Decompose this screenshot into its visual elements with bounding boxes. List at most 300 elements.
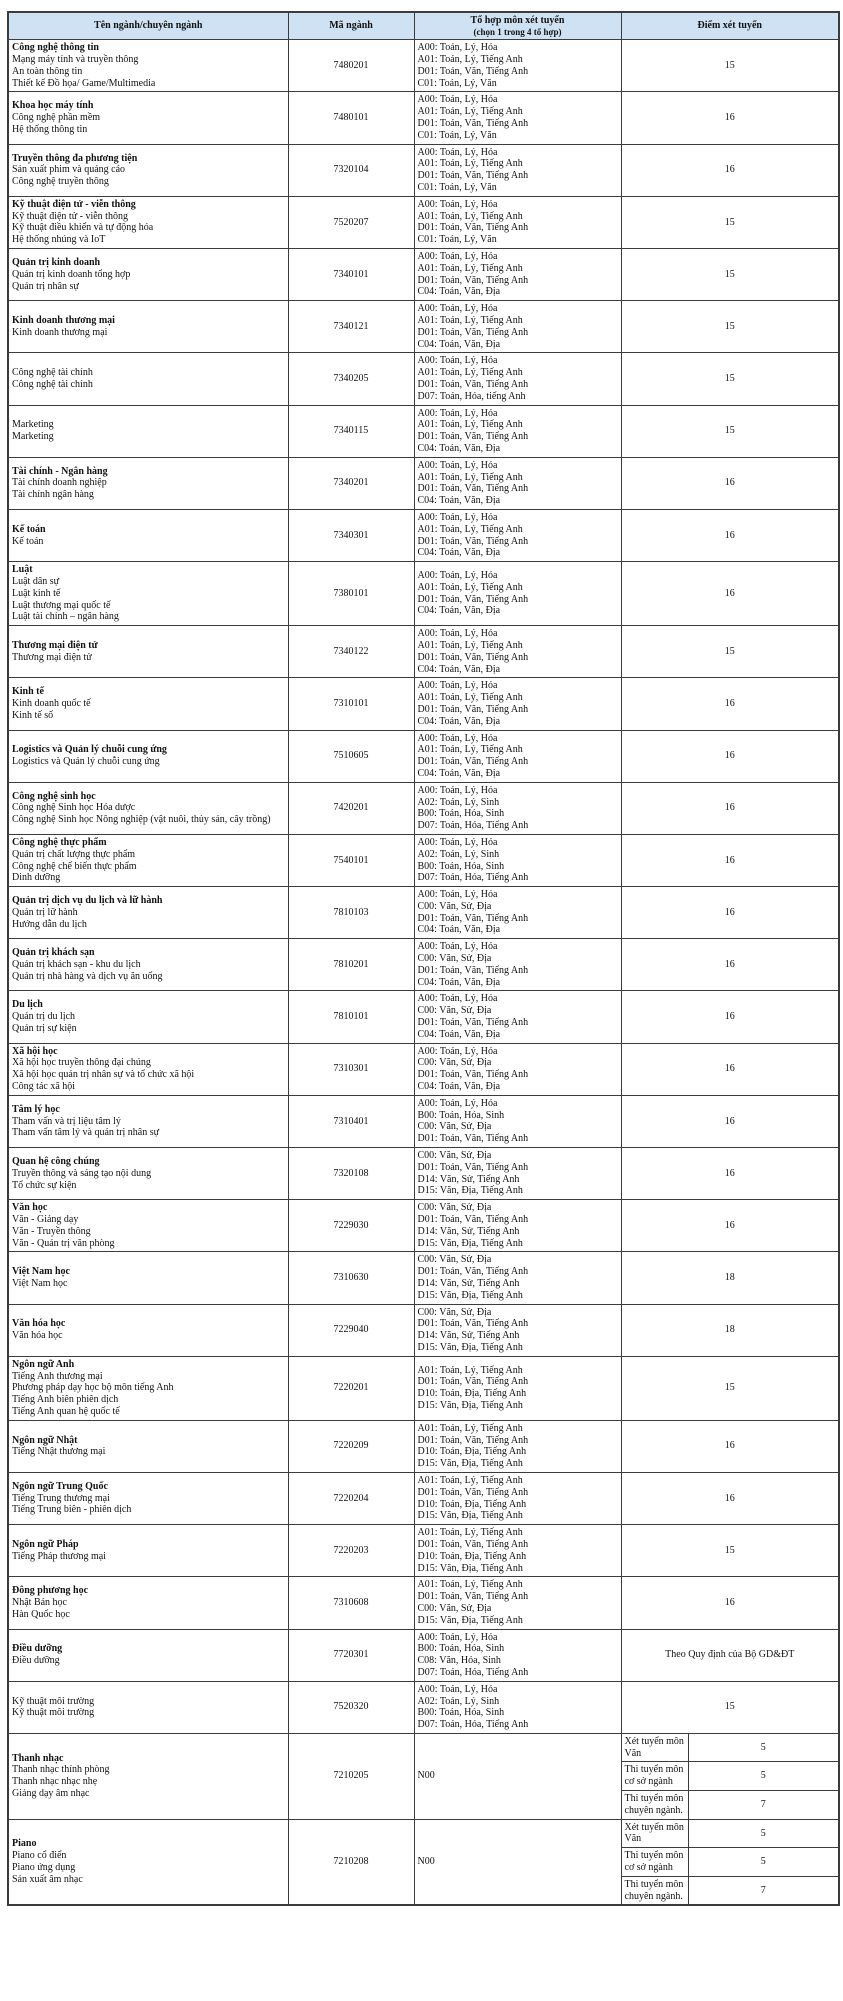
table-row bbox=[8, 1356, 839, 1420]
major-subline: Công nghệ truyền thông bbox=[12, 176, 109, 188]
score-cell: 15 bbox=[621, 1525, 839, 1577]
combo-line: D07: Toán, Hóa, Tiếng Anh bbox=[417, 820, 529, 832]
combos-cell bbox=[414, 1095, 621, 1147]
major-cell bbox=[8, 1577, 288, 1629]
combo-line: D01: Toán, Văn, Tiếng Anh bbox=[417, 1376, 529, 1388]
combo-line: A02: Toán, Lý, Sinh bbox=[417, 848, 500, 860]
score-cell: 16 bbox=[621, 1148, 839, 1200]
major-cell bbox=[8, 1472, 288, 1524]
major-subline: Kinh doanh quốc tế bbox=[12, 698, 91, 710]
combo-line: A00: Toán, Lý, Hóa bbox=[417, 1631, 498, 1643]
score-cell: 18 bbox=[621, 1252, 839, 1304]
table-header bbox=[8, 12, 839, 40]
combo-line: C04: Toán, Văn, Địa bbox=[417, 1028, 501, 1040]
major-subline: Tài chính doanh nghiệp bbox=[12, 477, 107, 489]
major-title: Công nghệ thực phẩm bbox=[12, 836, 107, 848]
header-score: Điểm xét tuyển bbox=[621, 12, 839, 40]
combos-cell bbox=[414, 1629, 621, 1681]
combo-line: C00: Văn, Sử, Địa bbox=[417, 1057, 492, 1069]
table-row bbox=[8, 405, 839, 457]
combo-line: D14: Văn, Sử, Tiếng Anh bbox=[417, 1173, 520, 1185]
combo-line: A00: Toán, Lý, Hóa bbox=[417, 680, 498, 692]
table-row bbox=[8, 562, 839, 626]
combo-line: C01: Toán, Lý, Văn bbox=[417, 234, 497, 246]
score-cell: 15 bbox=[621, 40, 839, 92]
major-subline: Văn - Giảng dạy bbox=[12, 1214, 79, 1226]
major-title: Kinh tế bbox=[12, 686, 44, 698]
combos-cell bbox=[414, 405, 621, 457]
code-cell: 7340301 bbox=[288, 509, 414, 561]
header-combos-title: Tổ hợp môn xét tuyển bbox=[470, 15, 565, 26]
score-cell: 16 bbox=[621, 144, 839, 196]
table-row bbox=[8, 353, 839, 405]
score-cell: 15 bbox=[621, 301, 839, 353]
major-title: Công nghệ sinh học bbox=[12, 790, 96, 802]
major-title: Du lịch bbox=[12, 999, 43, 1011]
major-subline: Hệ thống thông tin bbox=[12, 123, 88, 135]
combos-cell bbox=[414, 301, 621, 353]
major-title: Marketing bbox=[12, 419, 54, 431]
major-cell bbox=[8, 1043, 288, 1095]
score-cell: 16 bbox=[621, 1043, 839, 1095]
combo-line: D10: Toán, Địa, Tiếng Anh bbox=[417, 1550, 527, 1562]
combo-line: A00: Toán, Lý, Hóa bbox=[417, 993, 498, 1005]
combos-cell bbox=[414, 144, 621, 196]
major-subline: Kinh tế số bbox=[12, 709, 54, 721]
major-subline: Quản trị sự kiện bbox=[12, 1022, 77, 1034]
major-subline: Logistics và Quản lý chuỗi cung ứng bbox=[12, 756, 160, 768]
code-cell: 7340205 bbox=[288, 353, 414, 405]
header-major: Tên ngành/chuyên ngành bbox=[8, 12, 288, 40]
combo-line: C04: Toán, Văn, Địa bbox=[417, 443, 501, 454]
combos-cell bbox=[414, 834, 621, 886]
combo-line: C04: Toán, Văn, Địa bbox=[417, 338, 501, 350]
code-cell: 7220201 bbox=[288, 1356, 414, 1420]
score-cell: 15 bbox=[621, 1681, 839, 1733]
table-row bbox=[8, 92, 839, 144]
combo-line: C01: Toán, Lý, Văn bbox=[417, 129, 497, 141]
major-cell bbox=[8, 834, 288, 886]
combo-line: C04: Toán, Văn, Địa bbox=[417, 715, 501, 727]
combo-line: A00: Toán, Lý, Hóa bbox=[417, 198, 498, 210]
major-cell bbox=[8, 1819, 288, 1905]
table-row bbox=[8, 249, 839, 301]
combo-line: D01: Toán, Văn, Tiếng Anh bbox=[417, 703, 529, 715]
combo-line: B00: Toán, Hóa, Sinh bbox=[417, 1707, 505, 1719]
table-row bbox=[8, 626, 839, 678]
major-cell bbox=[8, 562, 288, 626]
combo-line: C04: Toán, Văn, Địa bbox=[417, 976, 501, 988]
major-cell bbox=[8, 301, 288, 353]
combo-line: A00: Toán, Lý, Hóa bbox=[417, 303, 498, 315]
combo-line: A01: Toán, Lý, Tiếng Anh bbox=[417, 523, 523, 535]
score-cell: 16 bbox=[621, 457, 839, 509]
major-title: Tâm lý học bbox=[12, 1103, 60, 1115]
combos-cell bbox=[414, 1472, 621, 1524]
major-title: Việt Nam học bbox=[12, 1266, 70, 1278]
combos-cell bbox=[414, 509, 621, 561]
table-row bbox=[8, 40, 839, 92]
combo-line: D01: Toán, Văn, Tiếng Anh bbox=[417, 1017, 529, 1029]
major-subline: Kỹ thuật điện tử - viễn thông bbox=[12, 210, 128, 222]
score-cell: 16 bbox=[621, 991, 839, 1043]
combo-line: C04: Toán, Văn, Địa bbox=[417, 605, 501, 617]
combo-line: A01: Toán, Lý, Tiếng Anh bbox=[417, 315, 523, 327]
major-title: Văn hóa học bbox=[12, 1318, 66, 1330]
major-title: Quản trị dịch vụ du lịch và lữ hành bbox=[12, 894, 163, 906]
score-cell: 15 bbox=[621, 353, 839, 405]
major-title: Văn học bbox=[12, 1202, 48, 1214]
combos-cell bbox=[414, 1148, 621, 1200]
combo-line: C04: Toán, Văn, Địa bbox=[417, 286, 501, 298]
major-subline: Xã hội học quản trị nhân sự và tổ chức xã hội bbox=[12, 1069, 195, 1081]
combo-line: D15: Văn, Địa, Tiếng Anh bbox=[417, 1237, 523, 1249]
major-subline: Tham vấn và trị liệu tâm lý bbox=[12, 1115, 121, 1127]
major-cell bbox=[8, 249, 288, 301]
combo-line: A01: Toán, Lý, Tiếng Anh bbox=[417, 1422, 523, 1434]
combo-line: C04: Toán, Văn, Địa bbox=[417, 1081, 501, 1093]
criterion-score-cell: 5 bbox=[688, 1762, 839, 1791]
combo-code-cell: N00 bbox=[414, 1733, 621, 1819]
combo-line: D15: Văn, Địa, Tiếng Anh bbox=[417, 1289, 523, 1301]
major-cell bbox=[8, 730, 288, 782]
combo-line: D01: Toán, Văn, Tiếng Anh bbox=[417, 912, 529, 924]
combo-line: D01: Toán, Văn, Tiếng Anh bbox=[417, 118, 529, 130]
combo-line: A02: Toán, Lý, Sinh bbox=[417, 1695, 500, 1707]
combo-line: D15: Văn, Địa, Tiếng Anh bbox=[417, 1185, 523, 1197]
criterion-score-cell: 5 bbox=[688, 1848, 839, 1877]
combo-line: D01: Toán, Văn, Tiếng Anh bbox=[417, 222, 529, 234]
combo-line: D10: Toán, Địa, Tiếng Anh bbox=[417, 1446, 527, 1458]
major-subline: Điều dưỡng bbox=[12, 1655, 60, 1667]
table-row bbox=[8, 1819, 839, 1848]
major-subline: Nhật Bản học bbox=[12, 1597, 67, 1609]
code-cell: 7540101 bbox=[288, 834, 414, 886]
combo-line: A01: Toán, Lý, Tiếng Anh bbox=[417, 1527, 523, 1539]
combo-line: A00: Toán, Lý, Hóa bbox=[417, 94, 498, 106]
combo-code-cell: N00 bbox=[414, 1819, 621, 1905]
major-subline: Kỹ thuật điều khiển và tự động hóa bbox=[12, 222, 154, 234]
code-cell: 7520207 bbox=[288, 196, 414, 248]
major-title: Công nghệ tài chính bbox=[12, 367, 93, 379]
major-subline: Luật kinh tế bbox=[12, 587, 61, 599]
code-cell: 7220203 bbox=[288, 1525, 414, 1577]
major-subline: Sản xuất âm nhạc bbox=[12, 1873, 83, 1885]
combo-line: C04: Toán, Văn, Địa bbox=[417, 767, 501, 779]
major-subline: Tiếng Anh biên phiên dịch bbox=[12, 1394, 119, 1406]
combo-line: A00: Toán, Lý, Hóa bbox=[417, 1097, 498, 1109]
table-row bbox=[8, 1733, 839, 1762]
major-cell bbox=[8, 1629, 288, 1681]
score-cell: 16 bbox=[621, 509, 839, 561]
score-cell: 16 bbox=[621, 939, 839, 991]
combo-line: D01: Toán, Văn, Tiếng Anh bbox=[417, 1069, 529, 1081]
major-title: Điều dưỡng bbox=[12, 1643, 63, 1655]
table-row bbox=[8, 1304, 839, 1356]
table-row bbox=[8, 678, 839, 730]
major-subline: Công nghệ phần mềm bbox=[12, 112, 101, 124]
combo-line: A00: Toán, Lý, Hóa bbox=[417, 407, 498, 419]
major-title: Quản trị kinh doanh bbox=[12, 256, 101, 268]
major-subline: Kế toán bbox=[12, 535, 44, 547]
major-subline: Giảng dạy âm nhạc bbox=[12, 1788, 90, 1800]
table-row bbox=[8, 1472, 839, 1524]
major-cell bbox=[8, 1148, 288, 1200]
major-subline: Dinh dưỡng bbox=[12, 872, 61, 884]
combo-line: B00: Toán, Hóa, Sinh bbox=[417, 808, 505, 820]
score-cell: 16 bbox=[621, 1420, 839, 1472]
major-subline: Kỹ thuật môi trường bbox=[12, 1707, 95, 1719]
combo-line: D14: Văn, Sử, Tiếng Anh bbox=[417, 1225, 520, 1237]
combo-line: D01: Toán, Văn, Tiếng Anh bbox=[417, 1214, 529, 1226]
combos-cell bbox=[414, 1525, 621, 1577]
combo-line: D01: Toán, Văn, Tiếng Anh bbox=[417, 756, 529, 768]
combo-line: A00: Toán, Lý, Hóa bbox=[417, 836, 498, 848]
table-row bbox=[8, 1525, 839, 1577]
combo-line: A01: Toán, Lý, Tiếng Anh bbox=[417, 367, 523, 379]
combo-line: A01: Toán, Lý, Tiếng Anh bbox=[417, 692, 523, 704]
table-row bbox=[8, 991, 839, 1043]
combo-line: C04: Toán, Văn, Địa bbox=[417, 495, 501, 507]
combo-line: A01: Toán, Lý, Tiếng Anh bbox=[417, 158, 523, 170]
combo-line: B00: Toán, Hóa, Sinh bbox=[417, 860, 505, 872]
code-cell: 7480101 bbox=[288, 92, 414, 144]
combo-line: A01: Toán, Lý, Tiếng Anh bbox=[417, 419, 523, 431]
major-title: Ngôn ngữ Pháp bbox=[12, 1538, 79, 1550]
table-row bbox=[8, 834, 839, 886]
major-subline: Quản trị kinh doanh tổng hợp bbox=[12, 268, 131, 280]
criterion-label-cell: Xét tuyển môn Văn bbox=[621, 1819, 688, 1848]
major-subline: Tiếng Anh thương mại bbox=[12, 1370, 103, 1382]
score-cell: 15 bbox=[621, 249, 839, 301]
combos-cell bbox=[414, 1252, 621, 1304]
major-subline: Quản trị lữ hành bbox=[12, 906, 78, 918]
major-title: Thương mại điện tử bbox=[12, 639, 98, 651]
table-row bbox=[8, 887, 839, 939]
code-cell: 7229040 bbox=[288, 1304, 414, 1356]
combos-cell bbox=[414, 92, 621, 144]
table-row bbox=[8, 1200, 839, 1252]
major-title: Kỹ thuật điện tử - viễn thông bbox=[12, 198, 136, 210]
score-cell: 16 bbox=[621, 730, 839, 782]
code-cell: 7340122 bbox=[288, 626, 414, 678]
combos-cell bbox=[414, 1200, 621, 1252]
combo-line: D01: Toán, Văn, Tiếng Anh bbox=[417, 431, 529, 443]
header-row bbox=[8, 12, 839, 40]
major-subline: Công nghệ Sinh học Nông nghiệp (vật nuôi, thủy sản, cây trồng) bbox=[12, 814, 271, 826]
major-title: Công nghệ thông tin bbox=[12, 42, 99, 54]
major-subline: Văn hóa học bbox=[12, 1330, 63, 1342]
score-cell: 16 bbox=[621, 1472, 839, 1524]
combo-line: D01: Toán, Văn, Tiếng Anh bbox=[417, 1318, 529, 1330]
major-title: Kế toán bbox=[12, 523, 46, 535]
major-cell bbox=[8, 782, 288, 834]
code-cell: 7510605 bbox=[288, 730, 414, 782]
combos-cell bbox=[414, 782, 621, 834]
code-cell: 7340201 bbox=[288, 457, 414, 509]
major-cell bbox=[8, 1200, 288, 1252]
combo-line: D01: Toán, Văn, Tiếng Anh bbox=[417, 1591, 529, 1603]
table-row bbox=[8, 939, 839, 991]
major-cell bbox=[8, 509, 288, 561]
combo-line: A00: Toán, Lý, Hóa bbox=[417, 251, 498, 263]
combo-line: B00: Toán, Hóa, Sinh bbox=[417, 1109, 505, 1121]
combo-line: C00: Văn, Sử, Địa bbox=[417, 953, 492, 965]
score-cell: 16 bbox=[621, 1200, 839, 1252]
criterion-label-cell: Thi tuyển môn chuyên ngành. bbox=[621, 1791, 688, 1820]
combo-line: A01: Toán, Lý, Tiếng Anh bbox=[417, 1364, 523, 1376]
major-subline: Tiếng Trung biên - phiên dịch bbox=[12, 1504, 132, 1516]
score-cell: 16 bbox=[621, 1577, 839, 1629]
combo-line: D15: Văn, Địa, Tiếng Anh bbox=[417, 1562, 523, 1574]
combo-line: C08: Văn, Hóa, Sinh bbox=[417, 1655, 501, 1667]
score-cell: Theo Quy định của Bộ GD&ĐT bbox=[621, 1629, 839, 1681]
criterion-label-cell: Thi tuyển môn cơ sở ngành bbox=[621, 1762, 688, 1791]
combo-line: C00: Văn, Sử, Địa bbox=[417, 1121, 492, 1133]
combo-line: D01: Toán, Văn, Tiếng Anh bbox=[417, 593, 529, 605]
combo-line: D15: Văn, Địa, Tiếng Anh bbox=[417, 1341, 523, 1353]
major-title: Kỹ thuật môi trường bbox=[12, 1695, 95, 1707]
table-row bbox=[8, 1252, 839, 1304]
major-cell bbox=[8, 1356, 288, 1420]
combos-cell bbox=[414, 457, 621, 509]
score-cell: 16 bbox=[621, 887, 839, 939]
admissions-table bbox=[7, 11, 840, 1906]
score-cell: 16 bbox=[621, 562, 839, 626]
combos-cell bbox=[414, 249, 621, 301]
major-title: Quan hệ công chúng bbox=[12, 1155, 100, 1167]
code-cell: 7520320 bbox=[288, 1681, 414, 1733]
major-subline: Tiếng Anh quan hệ quốc tế bbox=[12, 1405, 120, 1417]
combo-line: A00: Toán, Lý, Hóa bbox=[417, 570, 498, 582]
combo-line: A00: Toán, Lý, Hóa bbox=[417, 889, 498, 901]
score-cell: 15 bbox=[621, 405, 839, 457]
combo-line: D07: Toán, Hóa, Tiếng Anh bbox=[417, 1666, 529, 1678]
combo-line: C00: Văn, Sử, Địa bbox=[417, 1005, 492, 1017]
combo-line: C00: Văn, Sử, Địa bbox=[417, 1602, 492, 1614]
major-cell bbox=[8, 40, 288, 92]
combo-line: D07: Toán, Hóa, tiếng Anh bbox=[417, 390, 526, 402]
combo-line: D15: Văn, Địa, Tiếng Anh bbox=[417, 1510, 523, 1522]
criterion-score-cell: 7 bbox=[688, 1876, 839, 1905]
major-subline: Hệ thống nhúng và IoT bbox=[12, 234, 106, 246]
table-row bbox=[8, 196, 839, 248]
combo-line: D01: Toán, Văn, Tiếng Anh bbox=[417, 326, 529, 338]
score-cell: 15 bbox=[621, 626, 839, 678]
major-subline: Quản trị nhân sự bbox=[12, 280, 79, 292]
major-title: Ngôn ngữ Trung Quốc bbox=[12, 1480, 108, 1492]
combo-line: A00: Toán, Lý, Hóa bbox=[417, 732, 498, 744]
major-title: Đông phương học bbox=[12, 1585, 89, 1597]
combo-line: A00: Toán, Lý, Hóa bbox=[417, 146, 498, 158]
score-cell: 16 bbox=[621, 782, 839, 834]
major-subline: Quản trị nhà hàng và dịch vụ ăn uống bbox=[12, 970, 163, 982]
combo-line: A01: Toán, Lý, Tiếng Anh bbox=[417, 639, 523, 651]
code-cell: 7220204 bbox=[288, 1472, 414, 1524]
score-cell: 16 bbox=[621, 1095, 839, 1147]
combo-line: D01: Toán, Văn, Tiếng Anh bbox=[417, 1133, 529, 1145]
combo-line: A01: Toán, Lý, Tiếng Anh bbox=[417, 581, 523, 593]
major-title: Kinh doanh thương mại bbox=[12, 315, 115, 327]
combos-cell bbox=[414, 678, 621, 730]
major-subline: Công tác xã hội bbox=[12, 1081, 76, 1093]
combo-line: C04: Toán, Văn, Địa bbox=[417, 924, 501, 936]
code-cell: 7340115 bbox=[288, 405, 414, 457]
major-subline: Piano ứng dụng bbox=[12, 1862, 76, 1874]
major-title: Ngôn ngữ Anh bbox=[12, 1358, 75, 1370]
combo-line: A00: Toán, Lý, Hóa bbox=[417, 42, 498, 54]
major-cell bbox=[8, 144, 288, 196]
combo-line: C01: Toán, Lý, Văn bbox=[417, 182, 497, 194]
score-cell: 18 bbox=[621, 1304, 839, 1356]
combos-cell bbox=[414, 196, 621, 248]
combo-line: A00: Toán, Lý, Hóa bbox=[417, 355, 498, 367]
code-cell: 7229030 bbox=[288, 1200, 414, 1252]
major-cell bbox=[8, 678, 288, 730]
code-cell: 7320108 bbox=[288, 1148, 414, 1200]
major-cell bbox=[8, 991, 288, 1043]
major-subline: Văn - Quản trị văn phòng bbox=[12, 1237, 115, 1249]
score-cell: 15 bbox=[621, 1356, 839, 1420]
major-title: Xã hội học bbox=[12, 1045, 58, 1057]
score-cell: 16 bbox=[621, 92, 839, 144]
combos-cell bbox=[414, 730, 621, 782]
major-subline: Tiếng Pháp thương mại bbox=[12, 1550, 106, 1562]
major-subline: Quản trị khách sạn - khu du lịch bbox=[12, 958, 141, 970]
combo-line: D01: Toán, Văn, Tiếng Anh bbox=[417, 65, 529, 77]
combo-line: A01: Toán, Lý, Tiếng Anh bbox=[417, 744, 523, 756]
header-combos bbox=[414, 12, 621, 40]
code-cell: 7420201 bbox=[288, 782, 414, 834]
combo-line: C00: Văn, Sử, Địa bbox=[417, 1254, 492, 1266]
combo-line: A01: Toán, Lý, Tiếng Anh bbox=[417, 262, 523, 274]
major-subline: Marketing bbox=[12, 431, 54, 443]
combos-cell bbox=[414, 1043, 621, 1095]
combo-line: B00: Toán, Hóa, Sinh bbox=[417, 1643, 505, 1655]
major-cell bbox=[8, 1420, 288, 1472]
major-subline: Tài chính ngân hàng bbox=[12, 489, 94, 501]
table-row bbox=[8, 730, 839, 782]
combo-line: A00: Toán, Lý, Hóa bbox=[417, 1045, 498, 1057]
major-title: Logistics và Quản lý chuỗi cung ứng bbox=[12, 744, 167, 756]
major-subline: Quản trị chất lượng thực phẩm bbox=[12, 848, 136, 860]
code-cell: 7210208 bbox=[288, 1819, 414, 1905]
major-cell bbox=[8, 405, 288, 457]
major-subline: Thanh nhạc nhạc nhẹ bbox=[12, 1776, 98, 1788]
major-title: Ngôn ngữ Nhật bbox=[12, 1434, 78, 1446]
major-subline: Thiết kế Đồ họa/ Game/Multimedia bbox=[12, 77, 156, 89]
major-title: Luật bbox=[12, 564, 33, 576]
code-cell: 7310101 bbox=[288, 678, 414, 730]
combo-line: A01: Toán, Lý, Tiếng Anh bbox=[417, 471, 523, 483]
code-cell: 7340101 bbox=[288, 249, 414, 301]
combo-line: D01: Toán, Văn, Tiếng Anh bbox=[417, 1486, 529, 1498]
major-subline: Quản trị du lịch bbox=[12, 1011, 76, 1023]
combo-line: D07: Toán, Hóa, Tiếng Anh bbox=[417, 1719, 529, 1731]
major-cell bbox=[8, 1304, 288, 1356]
table-row bbox=[8, 509, 839, 561]
table-row bbox=[8, 1148, 839, 1200]
combos-cell bbox=[414, 562, 621, 626]
combo-line: D07: Toán, Hóa, Tiếng Anh bbox=[417, 872, 529, 884]
major-title: Tài chính - Ngân hàng bbox=[12, 465, 108, 477]
combo-line: C00: Văn, Sử, Địa bbox=[417, 900, 492, 912]
admissions-table-body bbox=[8, 40, 839, 1906]
table-row bbox=[8, 144, 839, 196]
major-title: Piano bbox=[12, 1838, 37, 1850]
combo-line: D10: Toán, Địa, Tiếng Anh bbox=[417, 1498, 527, 1510]
code-cell: 7480201 bbox=[288, 40, 414, 92]
